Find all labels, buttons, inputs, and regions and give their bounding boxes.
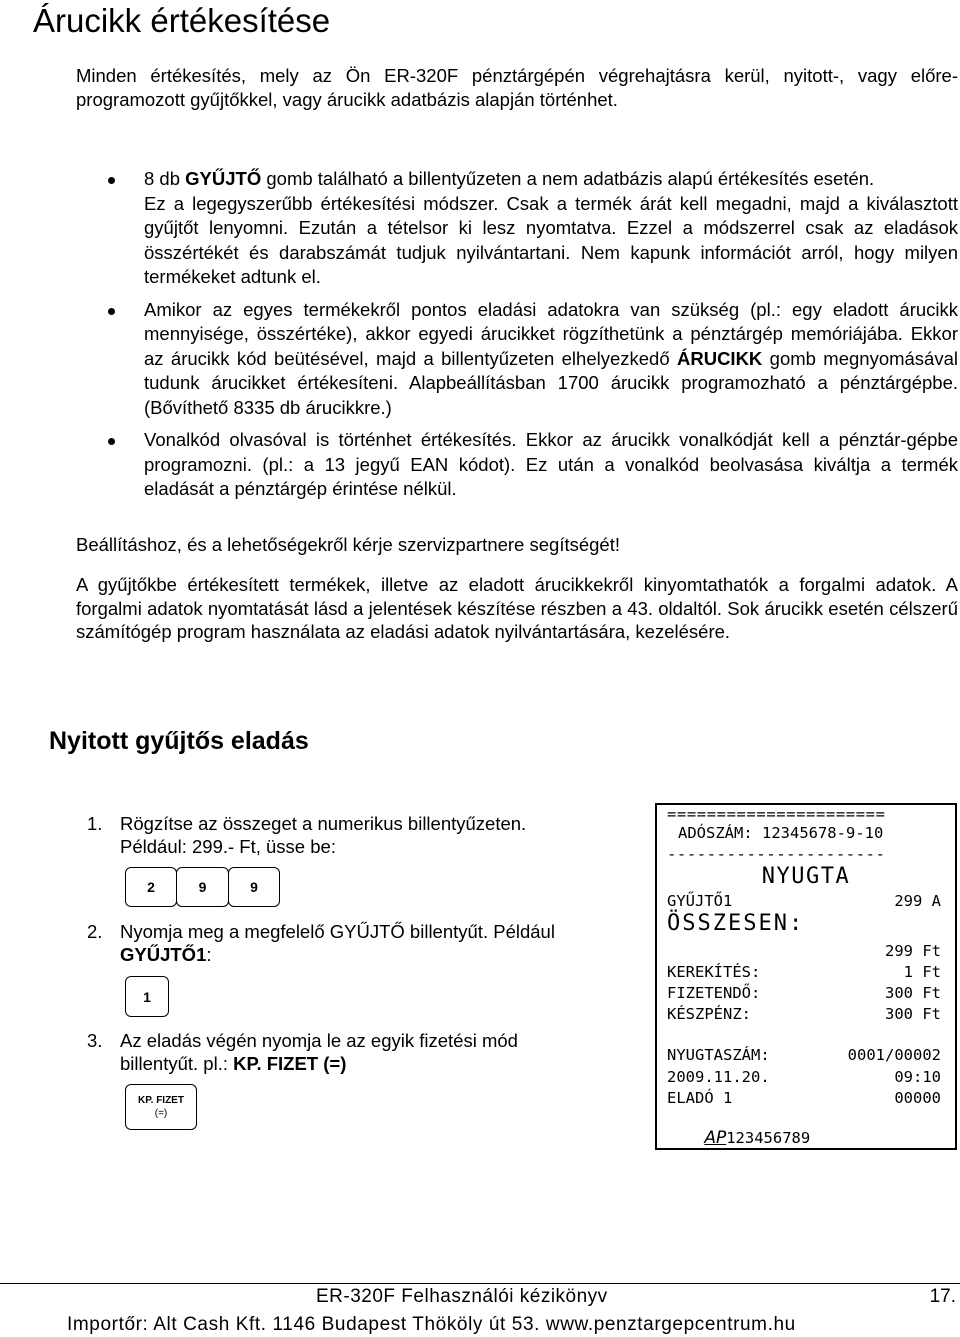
list-item-department: 8 db GYŰJTŐ gomb található a billentyűzeten a nem adatbázis alapú értékesítés esetén. Ez a legegyszerűbb értékesítési módszer. Csak a termék árát kell megadni, majd a kiválasztott gyűjtőt lenyomni. Ezután a tételsor ki lesz nyomtatva. Ezzel a módszerrel csak az eladások összértékét és darabszámát tudjuk nyilvántartani. Nem kapunk információt arról, hogy milyen termékeket adtunk el. [108,167,958,290]
settings-note: Beállításhoz, és a lehetőségekről kérje szervizpartnere segítségét! [76,534,620,555]
receipt-heading: NYUGTA [761,864,851,889]
receipt-separator: ---------------------- [667,845,886,863]
step-3: 3. Az eladás végén nyomja le az egyik fizetési mód billentyűt. pl.: KP. FIZET (=) [87,1030,518,1074]
receipt-row-department: GYŰJTŐ1 299 A [667,892,941,910]
bullet-dot [108,308,115,315]
sample-receipt [655,803,957,1150]
receipt-row-payable: FIZETENDŐ: 300 Ft [667,984,941,1002]
footer-manual-title: ER-320F Felhasználói kézikönyv [316,1286,608,1307]
key-cash-pay[interactable]: KP. FIZET (=) [125,1084,197,1130]
receipt-ap-line: AP123456789 [704,1128,811,1148]
reports-paragraph: A gyűjtőkbe értékesített termékek, illetve az eladott árucikkekről kinyomtathatók a forgalmi adatok. A forgalmi adatok nyomtatását lásd a jelentések készítése részben a 43. oldaltól. Sok árucikk esetén célszerű számítógép program használata az eladási adatok nyilvántartására, kezelésére. [76,574,958,642]
ap-logo-icon: AP [704,1128,727,1148]
receipt-row-rounding: KEREKÍTÉS: 1 Ft [667,963,941,981]
key-department-1[interactable]: 1 [125,976,169,1017]
receipt-tax-id: ADÓSZÁM: 12345678-9-10 [678,824,884,842]
receipt-total-label: ÖSSZESEN: [667,911,805,936]
sales-methods-list [108,167,958,510]
step-2: 2. Nyomja meg a megfelelő GYŰJTŐ billentyűt. Például GYŰJTŐ1: [87,921,555,965]
receipt-row-datetime: 2009.11.20. 09:10 [667,1068,941,1086]
key-9[interactable]: 9 [176,867,229,907]
key-9-second[interactable]: 9 [228,867,280,907]
receipt-row-total: 299 Ft [885,942,941,960]
list-item-plu: Amikor az egyes termékekről pontos eladási adatokra van szükség (pl.: egy eladott árucikk mennyisége, összértéke), akkor egyedi árucikket rögzíthetünk a pénztárgép memóriájába. Ekkor az árucikk kód beütésével, majd a billentyűzeten elhelyezkedő ÁRUCIKK gomb megnyomásával tudunk árucikket értékesíteni. Alapbeállításban 1700 árucikk programozható a pénztárgépbe. (Bővíthető 8335 db árucikkre.) [108,298,958,421]
section-title: Nyitott gyűjtős eladás [49,727,309,755]
receipt-separator: ====================== [667,805,886,823]
page-title: Árucikk értékesítése [33,2,331,39]
list-item-barcode: Vonalkód olvasóval is történhet értékesítés. Ekkor az árucikk vonalkódját kell a pénztár-gépbe programozni. (pl.: a 13 jegyű EAN kódot). Ez után a vonalkód beolvasása kiváltja a termék eladását a pénztárgép érintése nélkül. [108,428,958,502]
amount-keys [125,867,280,909]
intro-paragraph: Minden értékesítés, mely az Ön ER-320F pénztárgépén végrehajtásra kerül, nyitott-, vagy előre-programozott gyűjtőkkel, vagy árucikk adatbázis alapján történhet. [76,65,958,110]
receipt-row-number: NYUGTASZÁM: 0001/00002 [667,1046,941,1064]
bullet-dot [108,177,115,184]
department-description: Ez a legegyszerűbb értékesítési módszer. Csak a termék árát kell megadni, majd a kiválasztott gyűjtőt lenyomni. Ezután a tételsor ki lesz nyomtatva. Ezzel a módszerrel csak az eladások összértékét és darabszámát tudjuk nyilvántartani. Nem kapunk információt arról, hogy milyen termékeket adtunk el. [144,192,958,287]
footer-importer: Importőr: Alt Cash Kft. 1146 Budapest Thököly út 53. www.penztargepcentrum.hu [67,1314,796,1335]
step-1: 1. Rögzítse az összeget a numerikus billentyűzeten. Például: 299.- Ft, üsse be: [87,813,527,857]
receipt-row-cash: KÉSZPÉNZ: 300 Ft [667,1005,941,1023]
footer-divider [0,1283,960,1284]
bullet-dot [108,438,115,445]
key-2[interactable]: 2 [125,867,177,907]
receipt-row-seller: ELADÓ 1 00000 [667,1089,941,1107]
footer-page-number: 17. [929,1286,956,1307]
